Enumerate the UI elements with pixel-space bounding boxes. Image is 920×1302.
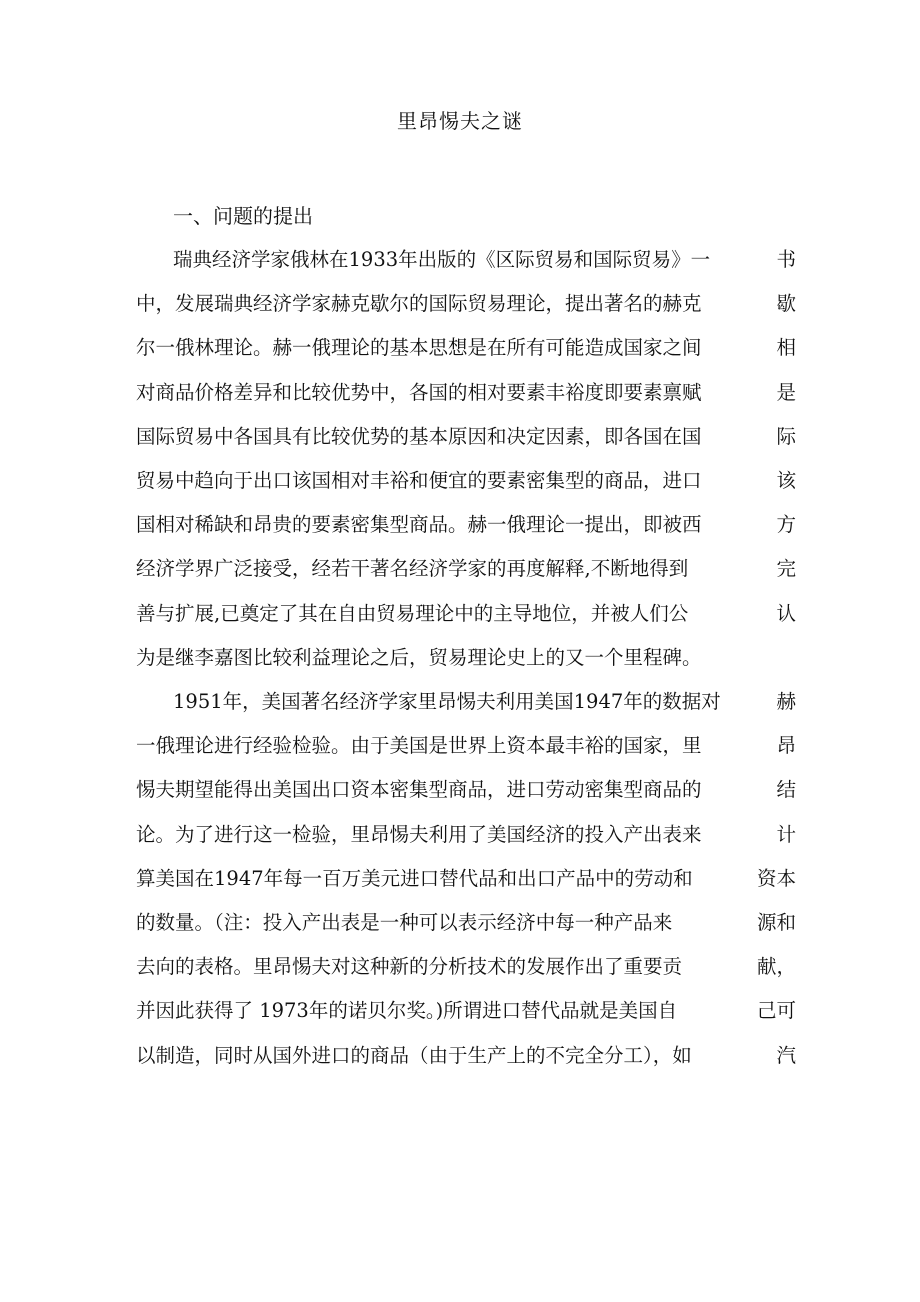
line-text: 一俄理论进行经验检验。由于美国是世界上资本最丰裕的国家，里 [136, 734, 702, 758]
text-line [136, 731, 796, 761]
text-line [136, 245, 796, 275]
text-line [136, 775, 796, 805]
line-tail-text: 资本 [756, 866, 796, 890]
line-tail-text: 方 [776, 513, 796, 537]
line-tail-text: 昂 [776, 734, 796, 758]
line-text: 对商品价格差异和比较优势中，各国的相对要素丰裕度即要素禀赋 [136, 380, 702, 404]
text-line [136, 864, 796, 894]
line-text: 善与扩展,已奠定了其在自由贸易理论中的主导地位，并被人们公 [136, 601, 689, 625]
line-tail-text: 赫 [776, 690, 796, 713]
text-line [136, 422, 796, 452]
text-line [136, 643, 796, 673]
line-text: 国相对稀缺和昂贵的要素密集型商品。赫一俄理论一提出，即被西 [136, 513, 702, 537]
line-text: 惕夫期望能得出美国出口资本密集型商品，进口劳动密集型商品的 [136, 778, 702, 802]
line-text: 的数量。（注：投入产出表是一种可以表示经济中每一种产品来 [136, 911, 673, 934]
line-text: 为是继李嘉图比较利益理论之后，贸易理论史上的又一个里程碑。 [136, 645, 702, 669]
line-text: 去向的表格。里昂惕夫对这种新的分析技术的发展作出了重要贡 [136, 955, 683, 979]
line-tail-text: 歇 [776, 292, 796, 316]
line-tail-text: 汽 [776, 1043, 796, 1067]
line-text: 算美国在1947年每一百万美元进口替代品和出口产品中的劳动和 [136, 866, 693, 890]
line-tail-text: 献， [756, 955, 796, 979]
text-line [136, 820, 796, 850]
section-heading: 一、问题的提出 [173, 204, 313, 228]
text-line [136, 599, 796, 629]
text-line [136, 996, 796, 1026]
line-tail-text: 认 [776, 601, 796, 625]
line-tail-text: 结 [776, 778, 796, 802]
text-line [136, 466, 796, 496]
line-tail-text: 相 [776, 336, 796, 360]
line-text: 论。为了进行这一检验，里昂惕夫利用了美国经济的投入产出表来 [136, 822, 702, 846]
line-tail-text: 计 [776, 822, 796, 846]
line-text: 经济学界广泛接受，经若干著名经济学家的再度解释,不断地得到 [136, 557, 689, 581]
line-tail-text: 该 [776, 469, 796, 492]
line-text: 1951年，美国著名经济学家里昂惕夫利用美国1947年的数据对 [173, 690, 721, 713]
text-line [136, 687, 796, 717]
text-line [136, 378, 796, 408]
line-tail-text: 完 [776, 557, 796, 581]
text-line [136, 289, 796, 319]
line-text: 贸易中趋向于出口该国相对丰裕和便宜的要素密集型的商品，进口 [136, 469, 702, 492]
line-tail-text: 是 [776, 380, 796, 404]
line-text: 中，发展瑞典经济学家赫克歇尔的国际贸易理论，提出著名的赫克 [136, 292, 702, 316]
line-tail-text: 源和 [756, 911, 796, 934]
line-text: 以制造，同时从国外进口的商品（由于生产上的不完全分工），如 [136, 1043, 692, 1067]
text-line [136, 1041, 796, 1071]
line-text: 国际贸易中各国具有比较优势的基本原因和决定因素，即各国在国 [136, 424, 702, 448]
text-line [136, 510, 796, 540]
line-tail-text: 己可 [756, 999, 796, 1023]
document-title: 里昂惕夫之谜 [397, 109, 523, 133]
text-line [136, 333, 796, 363]
text-line [136, 908, 796, 938]
line-tail-text: 书 [776, 248, 796, 271]
line-text: 瑞典经济学家俄林在1933年出版的《区际贸易和国际贸易》一 [173, 248, 711, 271]
line-text: 尔一俄林理论。赫一俄理论的基本思想是在所有可能造成国家之间 [136, 336, 702, 360]
text-line [136, 952, 796, 982]
line-text: 并因此获得了 1973年的诺贝尔奖。)所谓进口替代品就是美国自 [136, 999, 678, 1023]
text-line [136, 554, 796, 584]
line-tail-text: 际 [776, 424, 796, 448]
